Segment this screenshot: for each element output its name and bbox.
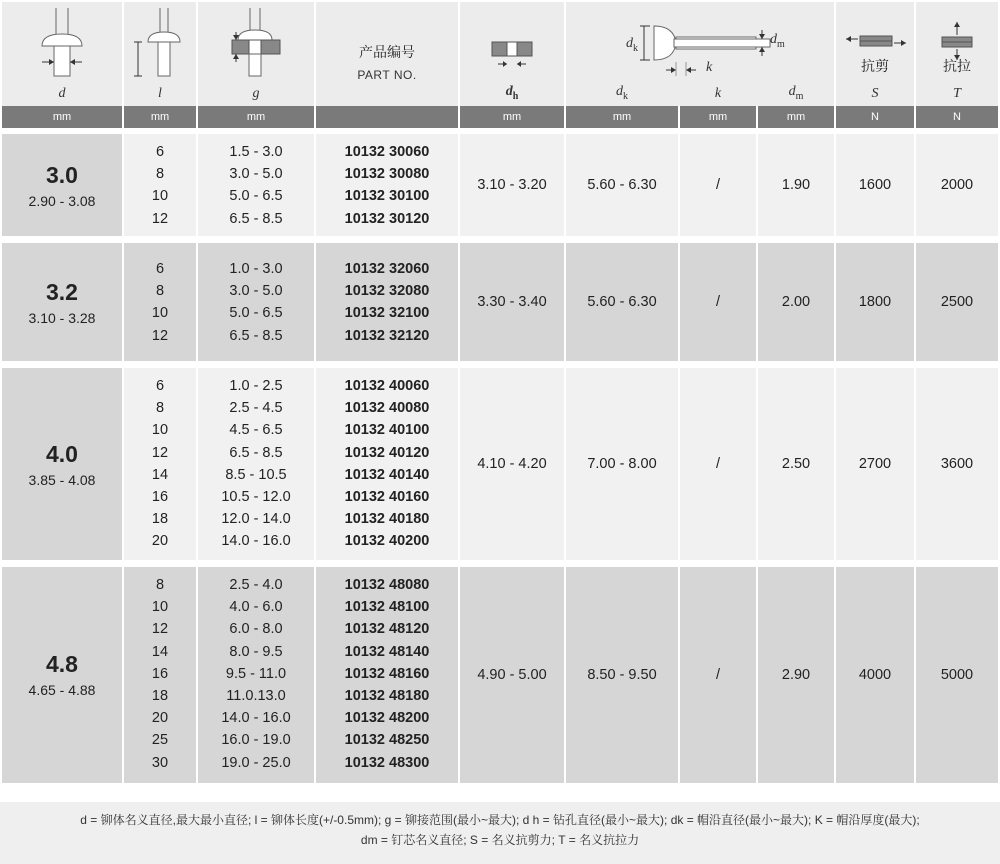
part-number: 10132 48100 — [344, 599, 430, 616]
tensile-cell — [916, 567, 998, 783]
length-value: 10 — [151, 599, 169, 616]
grip-value: 2.5 - 4.0 — [229, 577, 283, 593]
tensile-value: 2500 — [940, 294, 974, 310]
shear-force-icon — [836, 2, 914, 62]
header-dh-symbol: $d_h$ — [505, 84, 519, 102]
part-number: 10132 32060 — [344, 261, 430, 277]
grip-range-icon — [198, 2, 314, 82]
length-cell — [124, 134, 196, 236]
diagram-dm-label: $d_m$ — [770, 32, 785, 50]
grip-value: 8.0 - 9.5 — [229, 643, 283, 660]
diameter-range: 2.90 - 3.08 — [28, 193, 96, 209]
dh-value: 4.10 - 4.20 — [477, 456, 547, 472]
header-part-no — [316, 2, 458, 106]
part-number: 10132 40120 — [344, 444, 430, 461]
dk-value: 5.60 - 6.30 — [587, 177, 657, 193]
dk-value: 5.60 - 6.30 — [587, 294, 657, 310]
diameter-range: 4.65 - 4.88 — [28, 682, 96, 698]
length-value: 6 — [155, 144, 165, 160]
shear-cell — [836, 567, 914, 783]
dk-value: 8.50 - 9.50 — [587, 667, 657, 683]
dk-cell — [566, 134, 678, 236]
unit-cell: mm — [198, 106, 314, 128]
part-number: 10132 48140 — [344, 643, 430, 660]
part-number: 10132 48250 — [344, 732, 430, 749]
length-value: 25 — [151, 732, 169, 749]
tensile-value: 2000 — [940, 177, 974, 193]
dm-value: 1.90 — [781, 177, 811, 193]
table-group-4-8 — [0, 567, 1000, 783]
length-value: 6 — [155, 378, 165, 394]
nominal-diameter: 3.0 — [46, 162, 78, 188]
shear-cell — [836, 243, 914, 361]
dh-cell — [460, 368, 564, 560]
part-number: 10132 32100 — [344, 305, 430, 322]
dk-cell — [566, 368, 678, 560]
part-number: 10132 32080 — [344, 283, 430, 300]
header-g — [198, 2, 314, 106]
grip-value: 19.0 - 25.0 — [221, 754, 291, 771]
grip-value: 3.0 - 5.0 — [229, 283, 283, 300]
grip-value: 14.0 - 16.0 — [221, 533, 291, 550]
diameter-range: 3.10 - 3.28 — [28, 310, 96, 326]
part-number: 10132 48300 — [344, 754, 430, 771]
rivet-diameter-icon — [2, 2, 122, 82]
dm-cell — [758, 368, 834, 560]
grip-value: 2.5 - 4.5 — [229, 400, 283, 417]
unit-cell: mm — [124, 106, 196, 128]
grip-value: 5.0 - 6.5 — [229, 305, 283, 322]
shear-value: 4000 — [858, 667, 892, 683]
grip-cell — [198, 567, 314, 783]
length-value: 14 — [151, 466, 169, 483]
table-header — [0, 2, 1000, 106]
header-dm — [758, 2, 834, 106]
length-value: 12 — [151, 210, 169, 227]
header-l-symbol: l — [158, 86, 162, 101]
length-value: 10 — [151, 305, 169, 322]
length-cell — [124, 567, 196, 783]
header-d — [2, 2, 122, 106]
tensile-symbol: T — [953, 86, 961, 101]
grip-value: 6.5 - 8.5 — [229, 210, 283, 227]
length-value: 8 — [155, 577, 165, 593]
unit-cell: N — [916, 106, 998, 128]
header-dm-symbol: $d_m$ — [788, 84, 804, 102]
nominal-cell — [2, 567, 122, 783]
grip-value: 8.5 - 10.5 — [225, 466, 287, 483]
length-value: 20 — [151, 533, 169, 550]
grip-value: 1.5 - 3.0 — [229, 144, 283, 160]
k-cell — [680, 134, 756, 236]
part-number: 10132 30100 — [344, 188, 430, 205]
part-number: 10132 48160 — [344, 665, 430, 682]
length-value: 18 — [151, 687, 169, 704]
header-dk — [566, 2, 678, 106]
part-number: 10132 40080 — [344, 400, 430, 417]
dm-value: 2.50 — [781, 456, 811, 472]
k-cell — [680, 567, 756, 783]
footnote-line-1: d = 铆体名义直径,最大最小直径; l = 铆体长度(+/-0.5mm); g = 铆接范围(最小~最大); d h = 钻孔直径(最小~最大); dk = 帽沿直径(最小~最大); K = 帽沿厚度(最大); — [80, 813, 920, 827]
grip-value: 1.0 - 2.5 — [229, 378, 283, 394]
part-number: 10132 30060 — [344, 144, 430, 160]
header-k-symbol: k — [714, 86, 722, 101]
diagram-k-label: k — [706, 60, 713, 75]
grip-value: 9.5 - 11.0 — [225, 665, 287, 682]
grip-value: 1.0 - 3.0 — [229, 261, 283, 277]
part-number: 10132 48200 — [344, 710, 430, 727]
length-value: 16 — [151, 665, 169, 682]
dh-value: 3.10 - 3.20 — [477, 177, 547, 193]
tensile-cell — [916, 243, 998, 361]
part-number: 10132 40200 — [344, 533, 430, 550]
tensile-value: 5000 — [940, 667, 974, 683]
tensile-cell — [916, 368, 998, 560]
grip-value: 3.0 - 5.0 — [229, 166, 283, 183]
length-cell — [124, 243, 196, 361]
unit-cell: mm — [460, 106, 564, 128]
length-value: 6 — [155, 261, 165, 277]
shear-value: 1800 — [858, 294, 892, 310]
k-value: / — [715, 294, 721, 310]
tensile-value: 3600 — [940, 456, 974, 472]
dm-cell — [758, 243, 834, 361]
nominal-diameter: 3.2 — [46, 279, 78, 305]
grip-cell — [198, 134, 314, 236]
part-number: 10132 30120 — [344, 210, 430, 227]
unit-cell — [316, 106, 458, 128]
nominal-diameter: 4.8 — [46, 651, 78, 677]
k-value: / — [715, 456, 721, 472]
part-number: 10132 32120 — [344, 327, 430, 344]
dm-value: 2.00 — [781, 294, 811, 310]
shear-value: 1600 — [858, 177, 892, 193]
unit-cell: mm — [758, 106, 834, 128]
header-dh — [460, 2, 564, 106]
length-value: 30 — [151, 754, 169, 771]
length-value: 12 — [151, 621, 169, 638]
part-no-label-zh: 产品编号 — [359, 44, 415, 60]
shear-value: 2700 — [858, 456, 892, 472]
dm-cell — [758, 567, 834, 783]
part-cell — [316, 368, 458, 560]
footnote-line-2: dm = 钉芯名义直径; S = 名义抗剪力; T = 名义抗拉力 — [360, 833, 640, 847]
grip-value: 10.5 - 12.0 — [221, 488, 291, 505]
k-value: / — [715, 667, 721, 683]
grip-value: 16.0 - 19.0 — [221, 732, 291, 749]
grip-value: 11.0.13.0 — [226, 687, 286, 704]
shear-symbol: S — [871, 86, 879, 101]
rivet-length-icon — [124, 2, 196, 82]
length-value: 8 — [155, 283, 165, 300]
tensile-force-icon — [916, 2, 998, 62]
k-value: / — [715, 177, 721, 193]
part-number: 10132 48080 — [344, 577, 430, 593]
length-value: 20 — [151, 710, 169, 727]
dh-value: 4.90 - 5.00 — [477, 667, 547, 683]
dh-cell — [460, 567, 564, 783]
diameter-range: 3.85 - 4.08 — [28, 472, 96, 488]
part-number: 10132 40060 — [344, 378, 430, 394]
part-number: 10132 30080 — [344, 166, 430, 183]
dk-value: 7.00 - 8.00 — [587, 456, 657, 472]
dm-value: 2.90 — [781, 667, 811, 683]
part-no-label-en: PART NO. — [357, 68, 417, 82]
units-row — [0, 106, 1000, 128]
nominal-cell — [2, 134, 122, 236]
dh-value: 3.30 - 3.40 — [477, 294, 547, 310]
grip-cell — [198, 243, 314, 361]
length-value: 12 — [151, 444, 169, 461]
dh-cell — [460, 243, 564, 361]
table-group-3-2 — [0, 243, 1000, 361]
shear-cell — [836, 368, 914, 560]
grip-value: 6.0 - 8.0 — [229, 621, 283, 638]
part-number: 10132 40160 — [344, 488, 430, 505]
length-value: 18 — [151, 511, 169, 528]
length-value: 8 — [155, 166, 165, 183]
nominal-cell — [2, 368, 122, 560]
length-value: 16 — [151, 488, 169, 505]
drill-hole-icon — [460, 2, 564, 82]
k-cell — [680, 368, 756, 560]
part-number: 10132 48180 — [344, 687, 430, 704]
grip-value: 5.0 - 6.5 — [229, 188, 283, 205]
length-value: 10 — [151, 188, 169, 205]
part-number: 10132 40180 — [344, 511, 430, 528]
part-cell — [316, 567, 458, 783]
header-l — [124, 2, 196, 106]
grip-value: 6.5 - 8.5 — [229, 444, 283, 461]
unit-cell: mm — [680, 106, 756, 128]
length-value: 10 — [151, 422, 169, 439]
nominal-diameter: 4.0 — [46, 441, 78, 467]
unit-cell: N — [836, 106, 914, 128]
dh-cell — [460, 134, 564, 236]
part-number: 10132 48120 — [344, 621, 430, 638]
grip-value: 6.5 - 8.5 — [229, 327, 283, 344]
tensile-label-zh: 抗拉 — [943, 58, 971, 74]
shear-label-zh: 抗剪 — [861, 58, 889, 74]
grip-value: 14.0 - 16.0 — [221, 710, 291, 727]
part-cell — [316, 243, 458, 361]
unit-cell: mm — [2, 106, 122, 128]
footnote — [0, 802, 1000, 864]
table-group-4-0 — [0, 368, 1000, 560]
header-d-symbol: d — [58, 86, 66, 101]
header-shear — [836, 2, 914, 106]
part-cell — [316, 134, 458, 236]
length-value: 12 — [151, 327, 169, 344]
header-k — [680, 2, 756, 106]
grip-value: 12.0 - 14.0 — [221, 511, 291, 528]
dm-cell — [758, 134, 834, 236]
part-number: 10132 40140 — [344, 466, 430, 483]
part-number: 10132 40100 — [344, 422, 430, 439]
header-dk-symbol: $d_k$ — [616, 84, 628, 102]
k-cell — [680, 243, 756, 361]
dk-cell — [566, 243, 678, 361]
tensile-cell — [916, 134, 998, 236]
table-group-3-0 — [0, 134, 1000, 236]
grip-value: 4.5 - 6.5 — [229, 422, 283, 439]
length-cell — [124, 368, 196, 560]
nominal-cell — [2, 243, 122, 361]
grip-cell — [198, 368, 314, 560]
unit-cell: mm — [566, 106, 678, 128]
header-tensile — [916, 2, 998, 106]
diagram-dk-label: $d_k$ — [626, 36, 638, 54]
length-value: 14 — [151, 643, 169, 660]
shear-cell — [836, 134, 914, 236]
length-value: 8 — [155, 400, 165, 417]
grip-value: 4.0 - 6.0 — [229, 599, 283, 616]
dk-cell — [566, 567, 678, 783]
header-g-symbol: g — [252, 86, 260, 101]
